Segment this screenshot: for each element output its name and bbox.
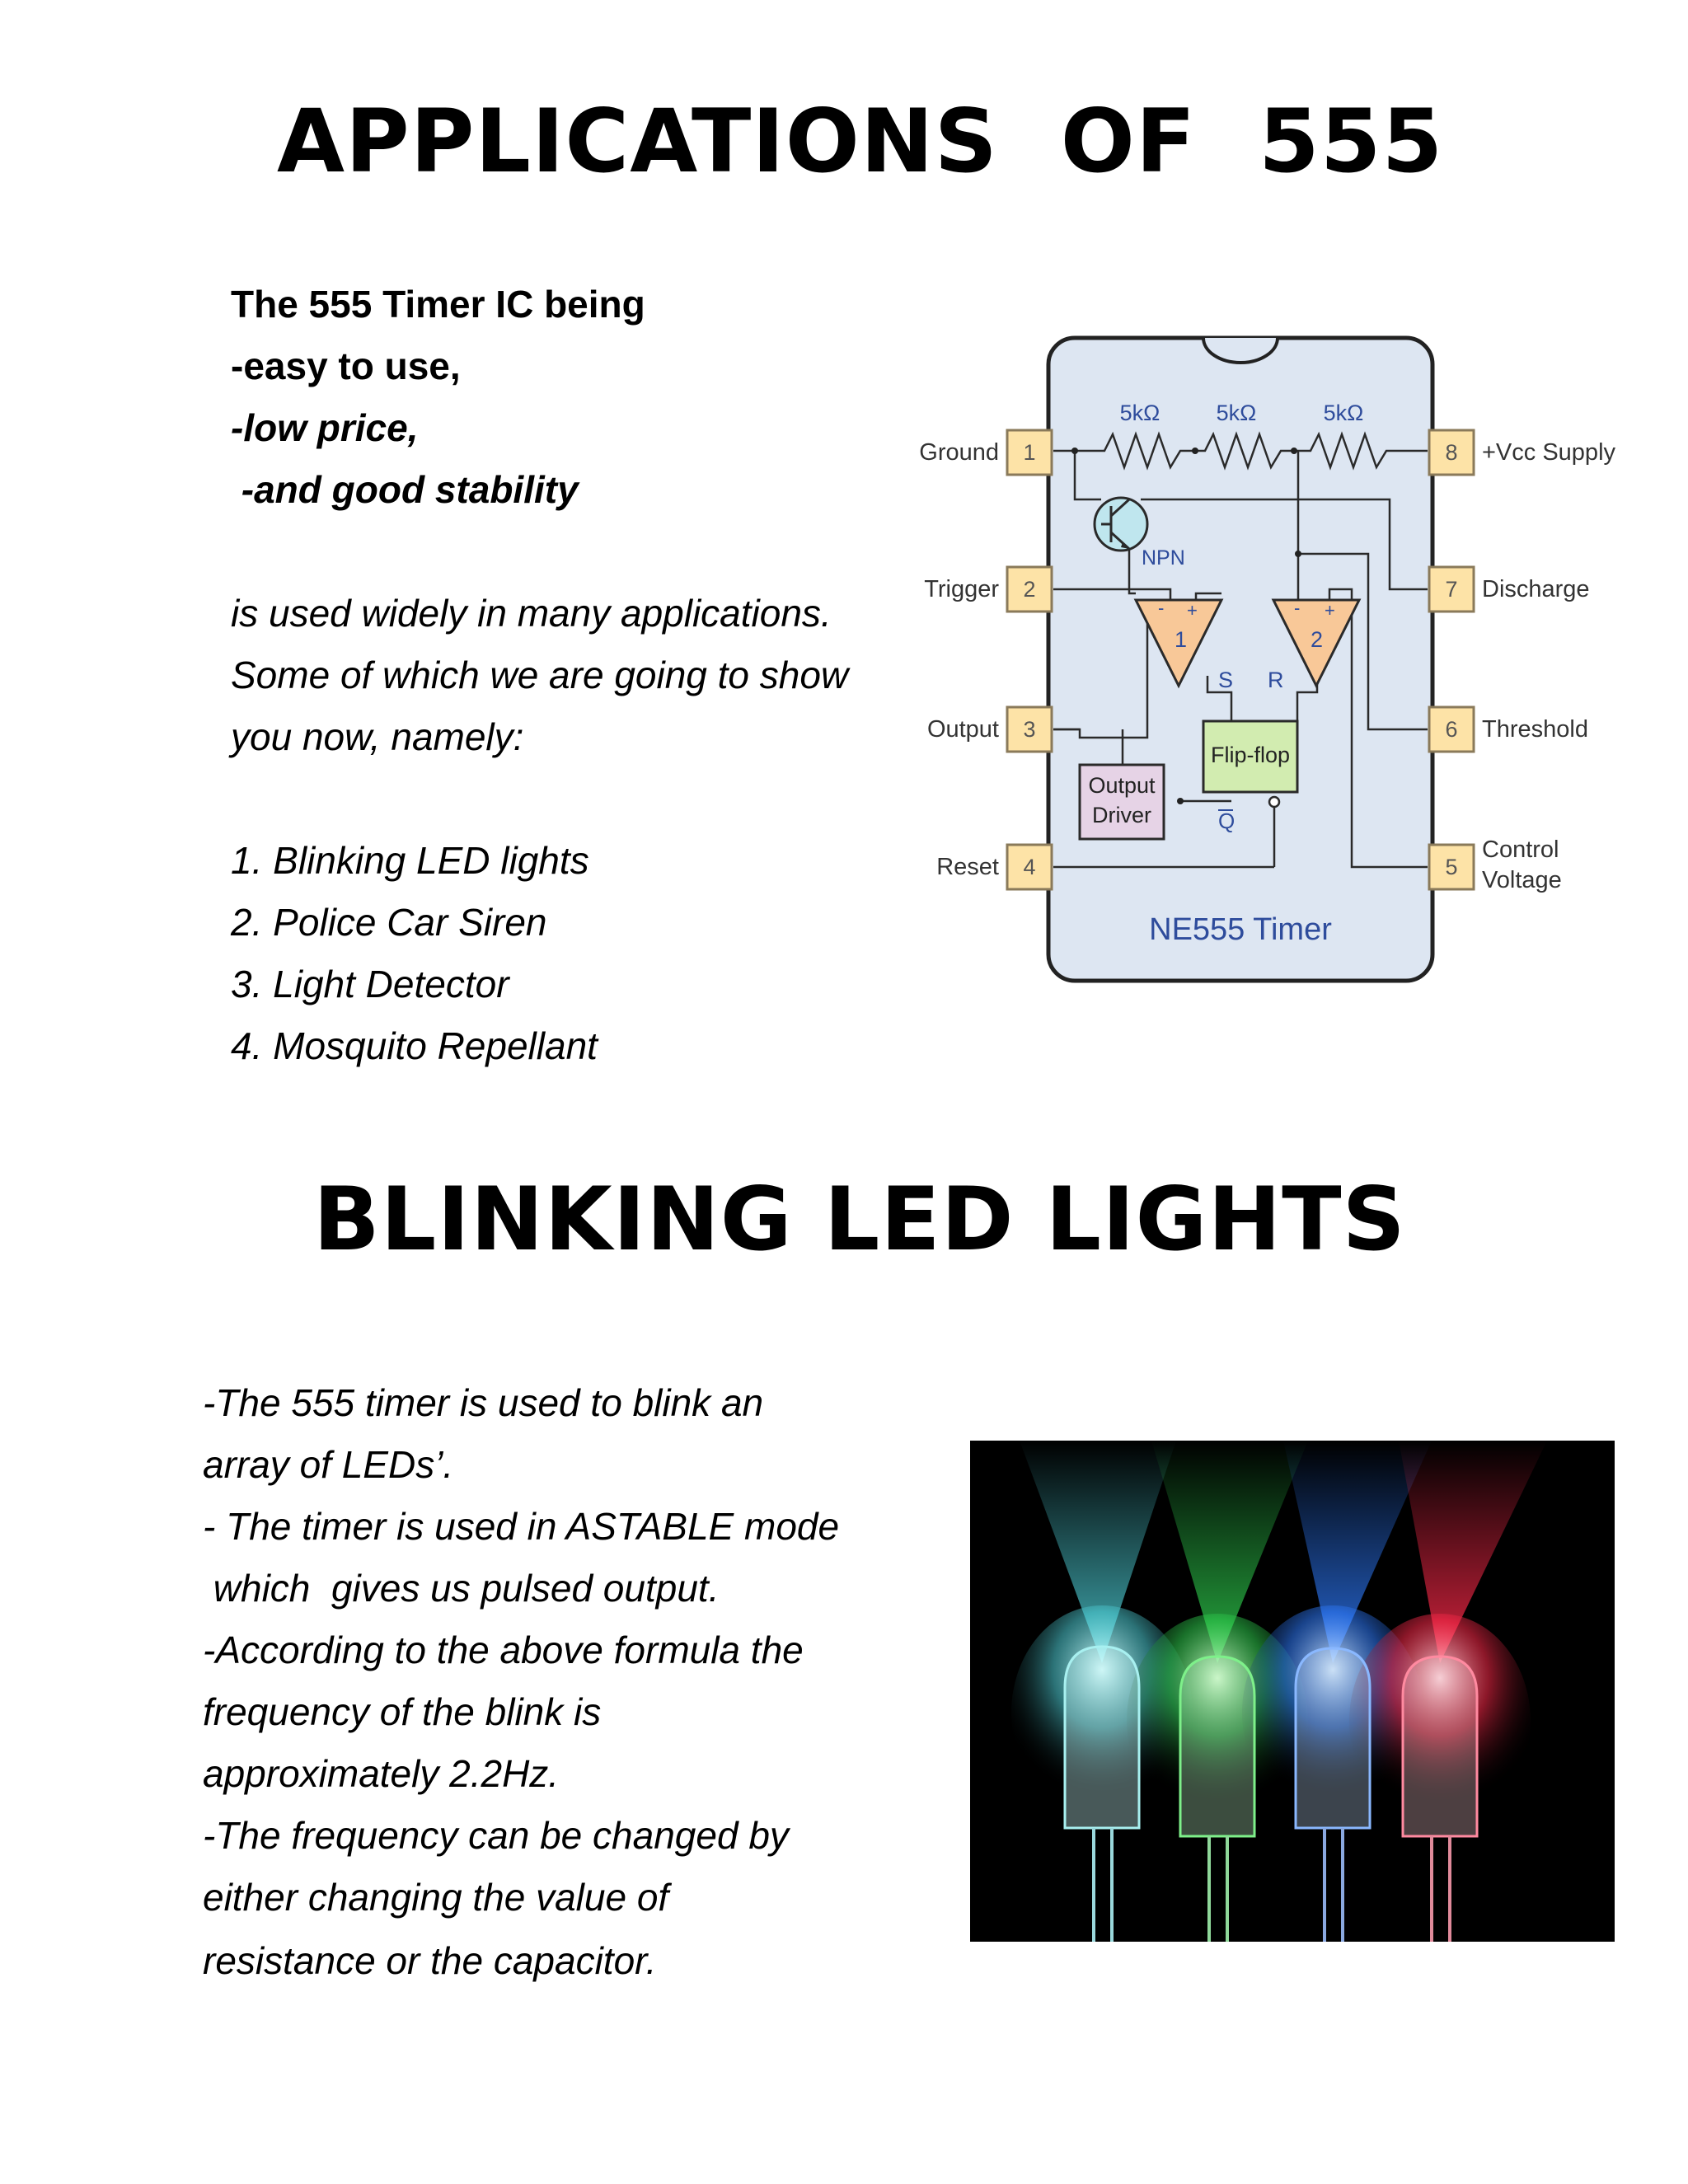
paragraph-line: frequency of the blink is (203, 1690, 602, 1733)
pin-number: 4 (1023, 855, 1036, 879)
intro-line: you now, namely: (231, 715, 524, 758)
pin-label-discharge: Discharge (1482, 576, 1590, 602)
pin-label-ground: Ground (919, 439, 999, 466)
resistor-label: 5kΩ (1216, 401, 1257, 425)
flip-flop-label: Flip-flop (1210, 743, 1291, 767)
output-driver-label: Driver (1092, 803, 1151, 827)
paragraph-line: array of LEDs’. (203, 1443, 454, 1486)
led-cyan (1065, 1647, 1139, 1828)
pin-label-reset: Reset (936, 854, 999, 880)
comparator-2-label: 2 (1311, 627, 1324, 652)
intro-line: is used widely in many applications. (231, 592, 832, 635)
intro-line: -and good stability (231, 468, 579, 511)
pin-label-trigger: Trigger (924, 576, 999, 602)
pin-label-control: Control (1482, 837, 1559, 863)
led-blue (1296, 1648, 1370, 1828)
resistor-label: 5kΩ (1323, 401, 1364, 425)
intro-line: -easy to use, (231, 344, 461, 387)
pin-number: 8 (1445, 440, 1458, 465)
paragraph-line: -According to the above formula the (203, 1629, 804, 1671)
paragraph-line: resistance or the capacitor. (203, 1939, 657, 1982)
npn-transistor (1095, 498, 1147, 551)
comparator-1-label: 1 (1175, 627, 1188, 652)
paragraph-line: approximately 2.2Hz. (203, 1752, 560, 1795)
ne555-diagram (898, 313, 1640, 1005)
section-title-blinking: BLINKING LED LIGHTS (313, 1169, 1406, 1270)
paragraph-line: -The frequency can be changed by (203, 1814, 789, 1857)
intro-line: Some of which we are going to show (231, 654, 849, 696)
qbar-label: Q (1218, 808, 1236, 833)
comparator-plus: + (1187, 600, 1198, 621)
comparator-plus: + (1325, 600, 1335, 621)
chip-body (1048, 338, 1432, 981)
pin-label-output: Output (926, 716, 999, 743)
chip-title: NE555 Timer (1149, 912, 1332, 947)
led-photo (970, 1441, 1615, 1942)
output-driver-label: Output (1088, 773, 1156, 798)
comparator-minus: - (1158, 598, 1165, 618)
paragraph-line: -The 555 timer is used to blink an (203, 1381, 764, 1424)
led-leads (1094, 1828, 1450, 1942)
pin-label-threshold: Threshold (1482, 716, 1588, 743)
led-red (1403, 1657, 1477, 1836)
list-item: 3. Light Detector (231, 963, 509, 1005)
resistor-label: 5kΩ (1119, 401, 1160, 425)
set-label: S (1218, 668, 1234, 692)
list-item: 2. Police Car Siren (231, 901, 547, 944)
list-item: 4. Mosquito Repellant (231, 1024, 598, 1067)
paragraph-line: either changing the value of (203, 1876, 669, 1919)
pin-number: 2 (1023, 577, 1036, 602)
pin-number: 1 (1023, 440, 1036, 465)
pin-number: 3 (1023, 717, 1036, 742)
comparator-minus: - (1294, 598, 1301, 618)
pin-number: 6 (1445, 717, 1458, 742)
page-title-applications: APPLICATIONS OF 555 (277, 91, 1444, 192)
pin-number: 7 (1445, 577, 1458, 602)
pin-number: 5 (1445, 855, 1458, 879)
reset-label: R (1268, 668, 1284, 692)
intro-line: -low price, (231, 406, 419, 449)
transistor-label: NPN (1142, 546, 1185, 569)
pin-label-voltage: Voltage (1482, 867, 1562, 893)
list-item: 1. Blinking LED lights (231, 839, 589, 882)
led-illustration (970, 1441, 1615, 1942)
pin-label-vcc: +Vcc Supply (1482, 439, 1616, 466)
intro-line: The 555 Timer IC being (231, 283, 645, 326)
paragraph-line: - The timer is used in ASTABLE mode (203, 1505, 840, 1548)
led-green (1180, 1657, 1254, 1836)
paragraph-line: which gives us pulsed output. (203, 1567, 720, 1610)
